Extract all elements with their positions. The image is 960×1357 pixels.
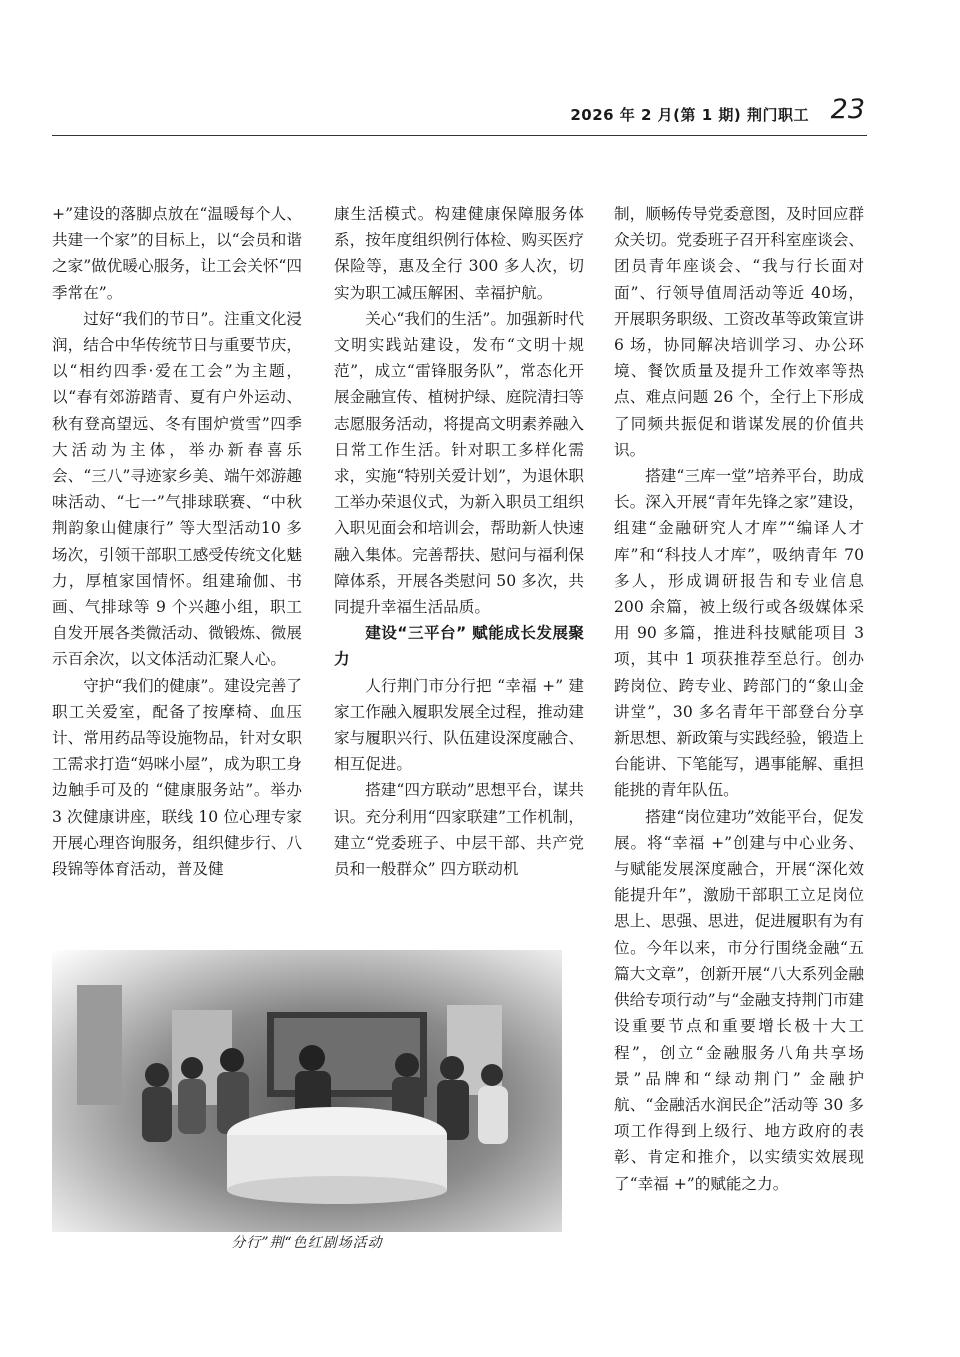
paragraph: 康生活模式。构建健康保障服务体系，按年度组织例行体检、购买医疗保险等，惠及全行 300 多人次，切实为职工减压解困、幸福护航。 [334, 205, 584, 302]
page-header [52, 92, 867, 134]
meeting-photo [52, 950, 562, 1232]
photo-caption: 分行”荆“色红剧场活动 [231, 1235, 383, 1251]
paragraph: 搭建“三库一堂”培养平台，助成长。深入开展“青年先锋之家”建设，组建“金融研究人才库”“编译人才库”和“科技人才库”，吸纳青年 70 多人，形成调研报告和专业信息 200 余篇，被上级行或各级媒体采用 90 多篇，推进科技赋能项目 3 项，其中 1 项获推荐至总行。创办跨岗位、跨专业、跨部门的“象山金讲堂”，30 多名青年干部登台分享新思想、新政策与实践经验，锻造上台能讲、下笔能写，遇事能解、重担能挑的青年队伍。 [614, 467, 864, 800]
header-rule [52, 135, 867, 136]
paragraph: 过好“我们的节日”。注重文化浸润，结合中华传统节日与重要节庆，以“相约四季·爱在工会”为主题，以“春有郊游踏青、夏有户外运动、秋有登高望远、冬有围炉赏雪”四季大活动为主体，举办新春喜乐会、“三八”寻迹家乡美、端午郊游趣味活动、“七一”气排球联赛、“中秋荆韵象山健康行” 等大型活动10 多场次，引领干部职工感受传统文化魅力，厚植家国情怀。组建瑜伽、书画、气排球等 9 个兴趣小组，职工自发开展各类微活动、微锻炼、微展示百余次，以文体活动汇聚人心。 [52, 309, 302, 669]
photo-illustration [52, 950, 562, 1232]
issue-and-magazine: 2026 年 2 月(第 1 期) 荆门职工 [570, 106, 809, 124]
paragraph: 搭建“四方联动”思想平台，谋共识。充分利用“四家联建”工作机制，建立“党委班子、中层干部、共产党员和一般群众” 四方联动机 [334, 781, 584, 879]
text-column-3 [614, 201, 864, 1197]
text-column-1 [52, 201, 302, 882]
paragraph: 人行荆门市分行把 “幸福 +” 建家工作融入履职发展全过程，推动建家与履职兴行、队伍建设深度融合、相互促进。 [334, 676, 584, 774]
paragraph: 关心“我们的生活”。加强新时代文明实践站建设，发布“文明十规范”，成立“雷锋服务队”，常态化开展金融宣传、植树护绿、庭院清扫等志愿服务活动，将提高文明素养融入日常工作生活。针对职工多样化需求，实施“特别关爱计划”，为退休职工举办荣退仪式，为新入职员工组织入职见面会和培训会，帮助新人快速融入集体。完善帮扶、慰问与福利保障体系，开展各类慰问 50 多次，共同提升幸福生活品质。 [334, 309, 584, 617]
text-column-2 [334, 201, 584, 882]
paragraph: 守护“我们的健康”。建设完善了职工关爱室，配备了按摩椅、血压计、常用药品等设施物品，针对女职工需求打造“妈咪小屋”，成为职工身边触手可及的 “健康服务站”。举办 3 次健康讲座，联线 10 位心理专家开展心理咨询服务，组织健步行、八段锦等体育活动，普及健 [52, 676, 302, 879]
section-heading: 建设“三平台” 赋能成长发展聚力 [334, 624, 584, 669]
paragraph: +”建设的落脚点放在“温暖每个人、共建一个家”的目标上，以“会员和谐之家”做优暖心服务，让工会关怀“四季常在”。 [52, 205, 302, 302]
page-number: 23 [830, 94, 865, 125]
paragraph: 制，顺畅传导党委意图，及时回应群众关切。党委班子召开科室座谈会、团员青年座谈会、“我与行长面对面”、行领导值周活动等近 40场，开展职务职级、工资改革等政策宣讲 6 场，协同解决培训学习、办公环境、餐饮质量及提升工作效率等热点、难点问题 26 个，全行上下形成了同频共振促和谐谋发展的价值共识。 [614, 205, 864, 459]
paragraph: 搭建“岗位建功”效能平台，促发展。将“幸福 +”创建与中心业务、与赋能发展深度融合，开展“深化效能提升年”，激励干部职工立足岗位思上、思强、思进，促进履职有为有位。今年以来，市分行围绕金融“五篇大文章”，创新开展“八大系列金融供给专项行动”与“金融支持荆门市建设重要节点和重要增长极十大工程”，创立“金融服务八角共享场景”品牌和“绿动荆门” 金融护航、“金融活水润民企”活动等 30 多项工作得到上级行、地方政府的表彰、肯定和推介，以实绩实效展现了“幸福 +”的赋能之力。 [614, 807, 864, 1193]
